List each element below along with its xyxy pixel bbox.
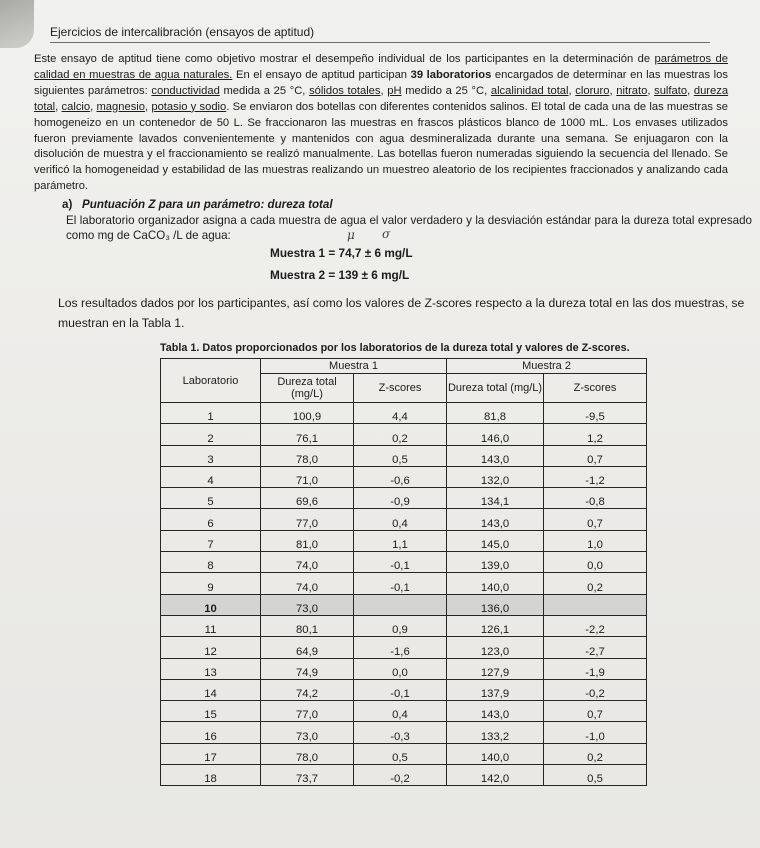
cell-zscore-2: -1,9 xyxy=(544,658,647,679)
table-row xyxy=(161,658,647,679)
intro-text: encargados de determinar en las muestras los siguientes parámetros: xyxy=(34,68,728,97)
page-header: Ejercicios de intercalibración (ensayos de aptitud) xyxy=(50,25,710,43)
param-cloruro: cloruro xyxy=(575,84,610,97)
intro-text: , xyxy=(90,100,97,113)
muestra-1-value: Muestra 1 = 74,7 ± 6 mg/L xyxy=(270,246,413,260)
cell-laboratorio: 12 xyxy=(161,637,261,658)
intro-text: , xyxy=(687,84,694,97)
intro-paragraph xyxy=(34,52,728,195)
header-zscore-2: Z-scores xyxy=(544,374,647,403)
cell-dureza-2: 146,0 xyxy=(447,424,544,445)
intro-text: , xyxy=(568,84,576,97)
table-row xyxy=(161,488,647,509)
table-row xyxy=(161,573,647,594)
param-calcio: calcio xyxy=(61,100,91,113)
cell-zscore-1: 4,4 xyxy=(354,403,447,424)
cell-dureza-2: 143,0 xyxy=(447,509,544,530)
cell-zscore-2: 0,7 xyxy=(544,701,647,722)
cell-laboratorio: 9 xyxy=(161,573,261,594)
table-row xyxy=(161,509,647,530)
cell-dureza-1: 74,0 xyxy=(261,573,354,594)
cell-laboratorio: 8 xyxy=(161,552,261,573)
cell-dureza-1: 73,0 xyxy=(261,722,354,743)
data-table-body xyxy=(161,359,647,786)
cell-zscore-1: 0,4 xyxy=(354,509,447,530)
table-row xyxy=(161,701,647,722)
table-caption: Tabla 1. Datos proporcionados por los laboratorios de la dureza total y valores de Z-scores. xyxy=(160,342,630,354)
cell-dureza-1: 74,9 xyxy=(261,658,354,679)
cell-zscore-1: -0,9 xyxy=(354,488,447,509)
intro-text: medida a 25 °C, xyxy=(219,84,310,97)
cell-dureza-2: 126,1 xyxy=(447,615,544,636)
cell-zscore-2: 1,2 xyxy=(544,424,647,445)
cell-dureza-1: 77,0 xyxy=(261,701,354,722)
cell-dureza-1: 100,9 xyxy=(261,403,354,424)
cell-laboratorio: 14 xyxy=(161,679,261,700)
header-dureza-2: Dureza total (mg/L) xyxy=(447,374,544,403)
param-potasio-sodio: potasio y sodio xyxy=(151,100,227,113)
cell-zscore-1: 0,9 xyxy=(354,615,447,636)
cell-zscore-2: 0,0 xyxy=(544,552,647,573)
table-header-groups xyxy=(161,359,647,374)
cell-dureza-2: 143,0 xyxy=(447,445,544,466)
cell-zscore-2: -0,8 xyxy=(544,488,647,509)
cell-dureza-2: 142,0 xyxy=(447,765,544,786)
cell-zscore-2 xyxy=(544,594,647,615)
cell-laboratorio: 10 xyxy=(161,594,261,615)
param-magnesio: magnesio xyxy=(96,100,145,113)
intro-text: medido a 25 °C, xyxy=(401,84,491,97)
cell-laboratorio: 15 xyxy=(161,701,261,722)
cell-dureza-1: 74,2 xyxy=(261,679,354,700)
muestra-2-value: Muestra 2 = 139 ± 6 mg/L xyxy=(270,268,410,282)
cell-dureza-1: 81,0 xyxy=(261,530,354,551)
intro-bold: 39 laboratorios xyxy=(410,68,492,81)
cell-zscore-1: -0,2 xyxy=(354,765,447,786)
cell-dureza-2: 132,0 xyxy=(447,466,544,487)
section-a xyxy=(62,197,752,244)
cell-dureza-1: 71,0 xyxy=(261,466,354,487)
cell-dureza-1: 73,0 xyxy=(261,594,354,615)
cell-laboratorio: 11 xyxy=(161,615,261,636)
cell-dureza-2: 137,9 xyxy=(447,679,544,700)
cell-dureza-2: 123,0 xyxy=(447,637,544,658)
header-laboratorio: Laboratorio xyxy=(161,359,261,403)
cell-dureza-1: 73,7 xyxy=(261,765,354,786)
table-row xyxy=(161,445,647,466)
cell-dureza-1: 77,0 xyxy=(261,509,354,530)
cell-laboratorio: 16 xyxy=(161,722,261,743)
cell-zscore-1: 0,5 xyxy=(354,743,447,764)
intro-text: Este ensayo de aptitud tiene como objetivo mostrar el desempeño individual de los participantes en la determinación de xyxy=(34,53,655,65)
cell-zscore-1: -0,1 xyxy=(354,679,447,700)
cell-zscore-1: 0,0 xyxy=(354,658,447,679)
cell-zscore-2: -0,2 xyxy=(544,679,647,700)
cell-dureza-1: 69,6 xyxy=(261,488,354,509)
cell-zscore-2: 0,2 xyxy=(544,743,647,764)
header-muestra-1: Muestra 1 xyxy=(261,359,447,374)
header-zscore-1: Z-scores xyxy=(354,374,447,403)
cell-zscore-2: -2,2 xyxy=(544,615,647,636)
cell-zscore-2: -1,0 xyxy=(544,722,647,743)
section-a-heading xyxy=(62,197,752,213)
cell-laboratorio: 5 xyxy=(161,488,261,509)
cell-dureza-2: 140,0 xyxy=(447,573,544,594)
table-row xyxy=(161,743,647,764)
cell-dureza-1: 74,0 xyxy=(261,552,354,573)
table-row xyxy=(161,466,647,487)
param-solidos: sólidos totales xyxy=(309,84,381,97)
header-dureza-1: Dureza total (mg/L) xyxy=(261,374,354,403)
table-row xyxy=(161,637,647,658)
cell-zscore-2: -2,7 xyxy=(544,637,647,658)
cell-zscore-1 xyxy=(354,594,447,615)
param-nitrato: nitrato xyxy=(616,84,648,97)
cell-laboratorio: 6 xyxy=(161,509,261,530)
cell-zscore-1: -0,1 xyxy=(354,573,447,594)
data-table xyxy=(160,358,647,786)
cell-zscore-2: 0,2 xyxy=(544,573,647,594)
intro-text: . Se enviaron dos botellas con diferentes contenidos salinos. El total de cada una de las muestras se homogeneizo en un contenedor de 50 L. Se fraccionaron las muestras en frascos plásticos blanco de 1000 mL. Los envases utilizados fueron previamente lavados convenientemente y mantenidos con agua desmineralizada durante una semana. Se enjuagaron con la disolución de muestra y el fraccionamiento se realizó manualmente. Las botellas fueron numeradas siguiendo la secuencia del llenado. Se verificó la homogeneidad y estabilidad de las muestras realizando un muestreo aleatorio de los recipientes fraccionados y analizando cada parámetro. xyxy=(34,100,728,193)
section-a-title: Puntuación Z para un parámetro: dureza total xyxy=(82,198,333,211)
cell-zscore-1: -0,1 xyxy=(354,552,447,573)
table-row xyxy=(161,424,647,445)
intro-text: , xyxy=(55,100,62,113)
page-corner-shadow xyxy=(0,0,34,48)
intro-text: , xyxy=(145,100,152,113)
handwritten-mu: μ xyxy=(347,228,355,242)
intro-text: , xyxy=(647,84,655,97)
table-row xyxy=(161,552,647,573)
table-row xyxy=(161,615,647,636)
param-alcalinidad: alcalinidad total xyxy=(490,84,569,97)
header-muestra-2: Muestra 2 xyxy=(447,359,647,374)
cell-zscore-1: 0,4 xyxy=(354,701,447,722)
intro-text: , xyxy=(609,84,617,97)
cell-dureza-1: 76,1 xyxy=(261,424,354,445)
table-row xyxy=(161,765,647,786)
cell-dureza-2: 140,0 xyxy=(447,743,544,764)
cell-laboratorio: 18 xyxy=(161,765,261,786)
cell-dureza-2: 134,1 xyxy=(447,488,544,509)
cell-zscore-1: 1,1 xyxy=(354,530,447,551)
cell-dureza-1: 80,1 xyxy=(261,615,354,636)
cell-zscore-2: -1,2 xyxy=(544,466,647,487)
cell-zscore-1: -0,3 xyxy=(354,722,447,743)
table-row xyxy=(161,594,647,615)
cell-laboratorio: 2 xyxy=(161,424,261,445)
results-paragraph: Los resultados dados por los participantes, así como los valores de Z-scores respecto a la dureza total en las dos muestras, se muestran en la Tabla 1. xyxy=(58,296,745,330)
param-ph: pH xyxy=(387,84,402,97)
table-row xyxy=(161,530,647,551)
param-conductividad: conductividad xyxy=(151,84,220,97)
cell-zscore-2: 0,7 xyxy=(544,509,647,530)
cell-zscore-2: -9,5 xyxy=(544,403,647,424)
cell-dureza-2: 81,8 xyxy=(447,403,544,424)
cell-zscore-2: 0,7 xyxy=(544,445,647,466)
table-row xyxy=(161,722,647,743)
section-a-text: El laboratorio organizador asigna a cada muestra de agua el valor verdadero y la desviación estándar para la dureza total expresado como mg de CaCO₃ /L de agua: xyxy=(66,213,752,242)
param-dureza: dureza total xyxy=(34,84,729,113)
section-a-letter: a) xyxy=(62,198,73,211)
cell-dureza-2: 139,0 xyxy=(447,552,544,573)
cell-dureza-2: 133,2 xyxy=(447,722,544,743)
handwritten-sigma: σ xyxy=(382,227,391,241)
cell-laboratorio: 3 xyxy=(161,445,261,466)
intro-text: , xyxy=(380,84,388,97)
cell-laboratorio: 1 xyxy=(161,403,261,424)
table-row xyxy=(161,679,647,700)
cell-zscore-2: 0,5 xyxy=(544,765,647,786)
cell-laboratorio: 7 xyxy=(161,530,261,551)
intro-text: En el ensayo de aptitud participan xyxy=(232,68,411,81)
cell-dureza-2: 143,0 xyxy=(447,701,544,722)
cell-laboratorio: 17 xyxy=(161,743,261,764)
cell-laboratorio: 13 xyxy=(161,658,261,679)
intro-underlined: parámetros de calidad en muestras de agua naturales. xyxy=(34,53,728,81)
cell-zscore-2: 1,0 xyxy=(544,530,647,551)
cell-zscore-1: -0,6 xyxy=(354,466,447,487)
cell-dureza-1: 78,0 xyxy=(261,743,354,764)
cell-laboratorio: 4 xyxy=(161,466,261,487)
table-row xyxy=(161,403,647,424)
cell-zscore-1: 0,5 xyxy=(354,445,447,466)
cell-dureza-2: 145,0 xyxy=(447,530,544,551)
cell-dureza-1: 78,0 xyxy=(261,445,354,466)
cell-dureza-2: 127,9 xyxy=(447,658,544,679)
cell-dureza-1: 64,9 xyxy=(261,637,354,658)
cell-zscore-1: -1,6 xyxy=(354,637,447,658)
param-sulfato: sulfato xyxy=(654,84,688,97)
cell-dureza-2: 136,0 xyxy=(447,594,544,615)
cell-zscore-1: 0,2 xyxy=(354,424,447,445)
